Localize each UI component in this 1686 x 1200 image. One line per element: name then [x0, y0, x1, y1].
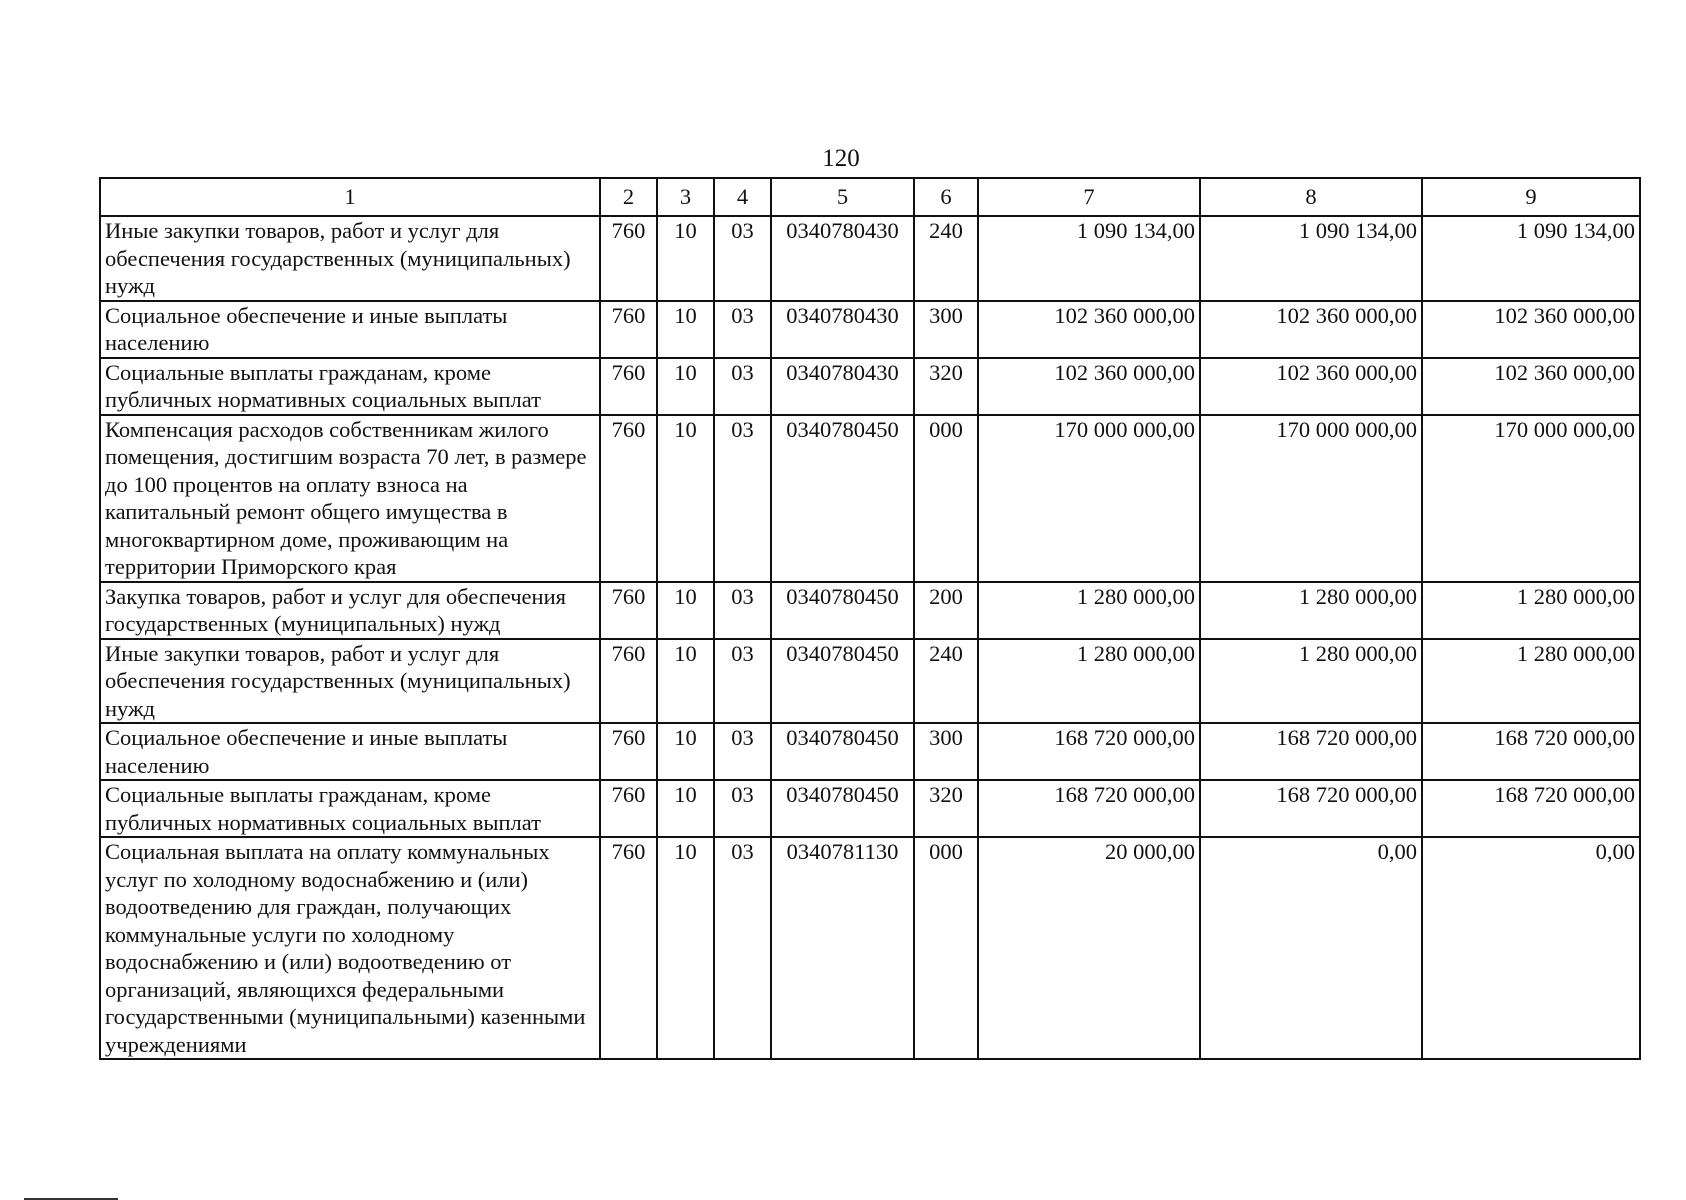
- ministry-code: 760: [600, 780, 657, 837]
- ministry-code: 760: [600, 723, 657, 780]
- expense-type-code: 240: [914, 216, 978, 301]
- amount-col-8: 102 360 000,00: [1200, 358, 1422, 415]
- column-header-1: 1: [100, 178, 600, 216]
- amount-col-7: 102 360 000,00: [978, 358, 1200, 415]
- amount-col-8: 168 720 000,00: [1200, 723, 1422, 780]
- target-article-code: 0340780450: [771, 723, 914, 780]
- subsection-code: 03: [714, 723, 771, 780]
- column-header-5: 5: [771, 178, 914, 216]
- table-row: [100, 837, 1640, 1059]
- ministry-code: 760: [600, 301, 657, 358]
- subsection-code: 03: [714, 358, 771, 415]
- target-article-code: 0340780430: [771, 358, 914, 415]
- table-row: [100, 780, 1640, 837]
- amount-col-9: 0,00: [1422, 837, 1640, 1059]
- expense-type-code: 200: [914, 582, 978, 639]
- subsection-code: 03: [714, 301, 771, 358]
- target-article-code: 0340780450: [771, 582, 914, 639]
- column-header-7: 7: [978, 178, 1200, 216]
- amount-col-7: 20 000,00: [978, 837, 1200, 1059]
- ministry-code: 760: [600, 837, 657, 1059]
- amount-col-8: 102 360 000,00: [1200, 301, 1422, 358]
- table-row: [100, 723, 1640, 780]
- expense-name: Иные закупки товаров, работ и услуг для обеспечения государственных (муниципальных) нужд: [100, 216, 600, 301]
- ministry-code: 760: [600, 358, 657, 415]
- column-header-9: 9: [1422, 178, 1640, 216]
- table-row: [100, 358, 1640, 415]
- expense-type-code: 000: [914, 415, 978, 582]
- column-header-2: 2: [600, 178, 657, 216]
- subsection-code: 03: [714, 780, 771, 837]
- amount-col-7: 1 280 000,00: [978, 582, 1200, 639]
- expense-type-code: 000: [914, 837, 978, 1059]
- subsection-code: 03: [714, 216, 771, 301]
- amount-col-8: 1 090 134,00: [1200, 216, 1422, 301]
- expense-type-code: 320: [914, 358, 978, 415]
- target-article-code: 0340780430: [771, 216, 914, 301]
- expense-type-code: 300: [914, 301, 978, 358]
- ministry-code: 760: [600, 582, 657, 639]
- amount-col-8: 168 720 000,00: [1200, 780, 1422, 837]
- amount-col-7: 1 090 134,00: [978, 216, 1200, 301]
- amount-col-7: 1 280 000,00: [978, 639, 1200, 724]
- column-header-4: 4: [714, 178, 771, 216]
- ministry-code: 760: [600, 639, 657, 724]
- expense-name: Закупка товаров, работ и услуг для обеспечения государственных (муниципальных) нужд: [100, 582, 600, 639]
- amount-col-9: 1 280 000,00: [1422, 582, 1640, 639]
- amount-col-9: 168 720 000,00: [1422, 723, 1640, 780]
- budget-table: [99, 177, 1641, 1060]
- column-header-6: 6: [914, 178, 978, 216]
- target-article-code: 0340780430: [771, 301, 914, 358]
- section-code: 10: [657, 582, 714, 639]
- section-code: 10: [657, 837, 714, 1059]
- expense-type-code: 320: [914, 780, 978, 837]
- expense-name: Компенсация расходов собственникам жилого помещения, достигшим возраста 70 лет, в размере до 100 процентов на оплату взноса на капитальный ремонт общего имущества в многоквартирном доме, проживающим на территории Приморского края: [100, 415, 600, 582]
- subsection-code: 03: [714, 639, 771, 724]
- amount-col-8: 1 280 000,00: [1200, 639, 1422, 724]
- column-header-8: 8: [1200, 178, 1422, 216]
- ministry-code: 760: [600, 216, 657, 301]
- amount-col-8: 170 000 000,00: [1200, 415, 1422, 582]
- target-article-code: 0340781130: [771, 837, 914, 1059]
- amount-col-9: 1 280 000,00: [1422, 639, 1640, 724]
- expense-name: Социальное обеспечение и иные выплаты населению: [100, 301, 600, 358]
- section-code: 10: [657, 301, 714, 358]
- expense-type-code: 300: [914, 723, 978, 780]
- section-code: 10: [657, 358, 714, 415]
- header-row: [100, 178, 1640, 216]
- table-row: [100, 301, 1640, 358]
- section-code: 10: [657, 780, 714, 837]
- section-code: 10: [657, 216, 714, 301]
- amount-col-9: 170 000 000,00: [1422, 415, 1640, 582]
- amount-col-7: 168 720 000,00: [978, 723, 1200, 780]
- subsection-code: 03: [714, 582, 771, 639]
- amount-col-9: 102 360 000,00: [1422, 358, 1640, 415]
- section-code: 10: [657, 723, 714, 780]
- table-body: [100, 216, 1640, 1059]
- subsection-code: 03: [714, 415, 771, 582]
- page-number-text: 120: [822, 145, 860, 172]
- table-row: [100, 216, 1640, 301]
- expense-name: Социальные выплаты гражданам, кроме публичных нормативных социальных выплат: [100, 780, 600, 837]
- column-header-3: 3: [657, 178, 714, 216]
- table-row: [100, 639, 1640, 724]
- expense-name: Социальная выплата на оплату коммунальных услуг по холодному водоснабжению и (или) водоотведению для граждан, получающих коммунальные услуги по холодному водоснабжению и (или) водоотведению от организаций, являющихся федеральными государственными (муниципальными) казенными учреждениями: [100, 837, 600, 1059]
- expense-name: Иные закупки товаров, работ и услуг для обеспечения государственных (муниципальных) нужд: [100, 639, 600, 724]
- amount-col-9: 1 090 134,00: [1422, 216, 1640, 301]
- amount-col-9: 168 720 000,00: [1422, 780, 1640, 837]
- target-article-code: 0340780450: [771, 639, 914, 724]
- subsection-code: 03: [714, 837, 771, 1059]
- table-row: [100, 582, 1640, 639]
- amount-col-7: 168 720 000,00: [978, 780, 1200, 837]
- expense-type-code: 240: [914, 639, 978, 724]
- section-code: 10: [657, 415, 714, 582]
- target-article-code: 0340780450: [771, 415, 914, 582]
- ministry-code: 760: [600, 415, 657, 582]
- expense-name: Социальное обеспечение и иные выплаты населению: [100, 723, 600, 780]
- amount-col-8: 0,00: [1200, 837, 1422, 1059]
- amount-col-9: 102 360 000,00: [1422, 301, 1640, 358]
- expense-name: Социальные выплаты гражданам, кроме публичных нормативных социальных выплат: [100, 358, 600, 415]
- amount-col-8: 1 280 000,00: [1200, 582, 1422, 639]
- amount-col-7: 170 000 000,00: [978, 415, 1200, 582]
- target-article-code: 0340780450: [771, 780, 914, 837]
- amount-col-7: 102 360 000,00: [978, 301, 1200, 358]
- table-row: [100, 415, 1640, 582]
- section-code: 10: [657, 639, 714, 724]
